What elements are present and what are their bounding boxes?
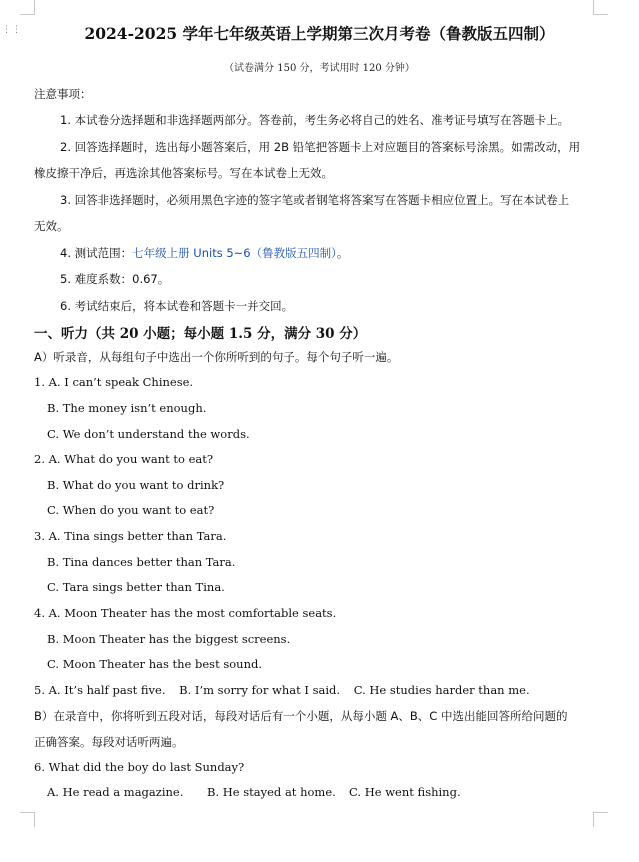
page-corner-mark-bottom-right xyxy=(593,812,608,827)
page-corner-mark-top-left xyxy=(20,0,35,15)
q2-option-a: 2. A. What do you want to eat? xyxy=(34,452,214,466)
q5-option-c: C. He studies harder than me. xyxy=(353,683,530,697)
test-range-link[interactable]: 七年级上册 Units 5~6（鲁教版五四制） xyxy=(132,246,337,260)
q5-options-row xyxy=(34,683,530,697)
q6-option-b: B. He stayed at home. xyxy=(207,785,336,799)
notice-item-2-line-1: 2. 回答选择题时，选出每小题答案后，用 2B 铅笔把答题卡上对应题目的答案标号涂黑。如需改动，用 xyxy=(60,140,581,154)
notice-item-5: 5. 难度系数：0.67。 xyxy=(60,272,170,286)
q6-option-a: A. He read a magazine. xyxy=(47,785,184,799)
notice-item-6: 6. 考试结束后，将本试卷和答题卡一并交回。 xyxy=(60,299,294,313)
page-corner-mark-bottom-left xyxy=(20,812,35,827)
notice-item-4 xyxy=(60,245,348,261)
q4-option-a: 4. A. Moon Theater has the most comfortable seats. xyxy=(34,606,337,620)
part-a-instruction: A）听录音，从每组句子中选出一个你所听到的句子。每个句子听一遍。 xyxy=(34,350,399,364)
q6-options-row xyxy=(47,785,461,799)
notice-item-3-line-2: 无效。 xyxy=(34,219,69,233)
notice-item-3-line-1: 3. 回答非选择题时，必须用黑色字迹的签字笔或者钢笔将答案写在答题卡相应位置上。写在本试卷上 xyxy=(60,193,570,207)
notice-item-2-line-2: 橡皮擦干净后，再选涂其他答案标号。写在本试卷上无效。 xyxy=(34,166,333,180)
q3-option-a: 3. A. Tina sings better than Tara. xyxy=(34,529,227,543)
page-corner-mark-top-right xyxy=(593,0,608,15)
drag-handle-icon[interactable]: ⋮⋮ xyxy=(2,25,22,35)
q4-option-c: C. Moon Theater has the best sound. xyxy=(47,657,263,671)
notice-item-4-prefix: 4. 测试范围： xyxy=(60,246,133,260)
notice-item-4-suffix: 。 xyxy=(336,246,349,260)
notice-item-1: 1. 本试卷分选择题和非选择题两部分。答卷前，考生务必将自己的姓名、准考证号填写在答题卡上。 xyxy=(60,113,570,127)
q6-stem: 6. What did the boy do last Sunday? xyxy=(34,760,245,774)
document-subtitle: （试卷满分 150 分，考试用时 120 分钟） xyxy=(224,63,415,74)
q2-option-b: B. What do you want to drink? xyxy=(47,478,225,492)
document-title: 2024-2025 学年七年级英语上学期第三次月考卷（鲁教版五四制） xyxy=(84,24,555,43)
q6-option-c: C. He went fishing. xyxy=(349,785,461,799)
notice-heading: 注意事项： xyxy=(34,87,92,101)
q1-option-b: B. The money isn’t enough. xyxy=(47,401,207,415)
q4-option-b: B. Moon Theater has the biggest screens. xyxy=(47,632,291,646)
part-b-instruction-line-1: B）在录音中，你将听到五段对话，每段对话后有一个小题，从每小题 A、B、C 中选出能回答所给问题的 xyxy=(34,709,568,723)
q5-option-b: B. I’m sorry for what I said. xyxy=(179,683,341,697)
q3-option-b: B. Tina dances better than Tara. xyxy=(47,555,236,569)
q2-option-c: C. When do you want to eat? xyxy=(47,503,215,517)
q3-option-c: C. Tara sings better than Tina. xyxy=(47,580,225,594)
part-b-instruction-line-2: 正确答案。每段对话听两遍。 xyxy=(34,735,184,749)
q1-option-a: 1. A. I can’t speak Chinese. xyxy=(34,375,194,389)
q5-option-a: 5. A. It’s half past five. xyxy=(34,683,166,697)
section-1-heading: 一、听力（共 20 小题；每小题 1.5 分，满分 30 分） xyxy=(34,326,367,342)
q1-option-c: C. We don’t understand the words. xyxy=(47,427,250,441)
